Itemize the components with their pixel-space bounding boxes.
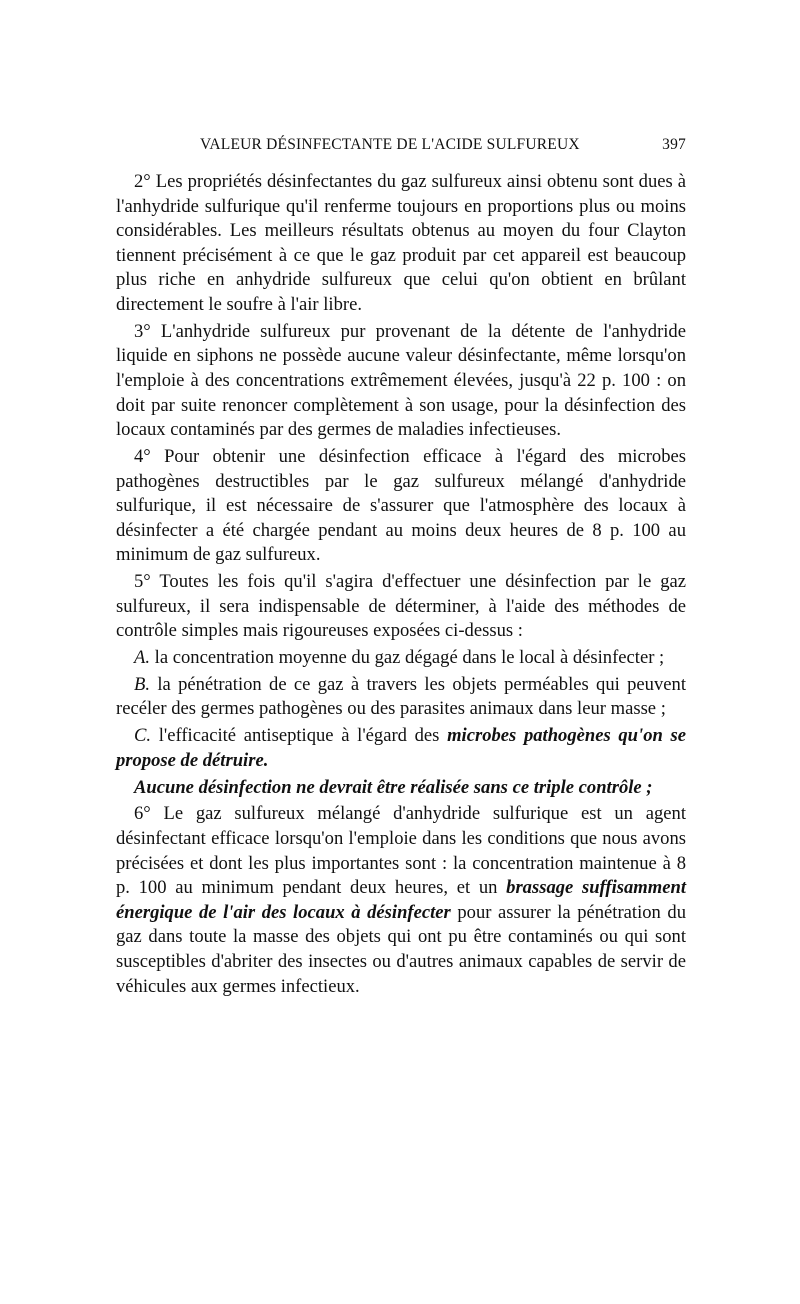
item-b-text: la pénétration de ce gaz à travers les objets perméables qui peuvent recéler des germes pathogènes ou des parasites animaux dans leur masse ; <box>116 673 686 720</box>
item-a-text: la concentration moyenne du gaz dégagé dans le local à désinfecter ; <box>150 647 665 669</box>
page-number: 397 <box>662 136 686 153</box>
page-body <box>116 170 686 1001</box>
paragraph-6 <box>116 802 686 999</box>
paragraph-6-start: 6° Le gaz sulfureux mélangé d'anhydride sulfurique est un agent désinfectant efficace lorsqu'on l'emploie dans les conditions que nous avons précisées et dont les plus importantes sont : la concentration maintenue à 8 p. 100 au minimum pendant deux heures, et un <box>116 803 686 899</box>
item-b-label: B. <box>134 673 151 695</box>
item-b <box>116 673 686 722</box>
running-title: VALEUR DÉSINFECTANTE DE L'ACIDE SULFUREUX <box>200 136 580 153</box>
paragraph-4: 4° Pour obtenir une désinfection efficace à l'égard des microbes pathogènes destructibles par le gaz sulfureux mélangé d'anhydride sulfurique, il est nécessaire de s'assurer que l'atmosphère des locaux à désinfecter a été chargée pendant au moins deux heures de 8 p. 100 au minimum de gaz sulfureux. <box>116 445 686 566</box>
paragraph-6-end: pour assurer la pénétration du gaz dans toute la masse des objets qui ont pu être contaminés ou qui sont susceptibles d'abriter des insectes ou d'autres animaux capables de servir de véhicules aux germes infectieux. <box>116 901 686 997</box>
paragraph-3: 3° L'anhydride sulfureux pur provenant de la détente de l'anhydride liquide en siphons ne possède aucune valeur désinfectante, même lorsqu'on l'emploie à des concentrations extrêmement élevées, jusqu'à 22 p. 100 : on doit par suite renoncer complètement à son usage, pour la désinfection des locaux contaminés par des germes de maladies infectieuses. <box>116 320 686 441</box>
triple-control-statement: Aucune désinfection ne devrait être réalisée sans ce triple contrôle ; <box>134 776 653 798</box>
item-c-text: l'efficacité antiseptique à l'égard des <box>151 725 448 747</box>
item-c <box>116 724 686 773</box>
item-a-label: A. <box>134 647 151 669</box>
item-c-label: C. <box>134 725 152 747</box>
item-a <box>116 646 686 671</box>
paragraph-5: 5° Toutes les fois qu'il s'agira d'effectuer une désinfection par le gaz sulfureux, il sera indispensable de déterminer, à l'aide des méthodes de contrôle simples mais rigoureuses exposées ci-dessus : <box>116 571 686 642</box>
paragraph-2: 2° Les propriétés désinfectantes du gaz sulfureux ainsi obtenu sont dues à l'anhydride sulfurique qu'il renferme toujours en proportions plus ou moins considérables. Les meilleurs résultats obtenus au moyen du four Clayton tiennent précisément à ce que le gaz produit par cet appareil est beaucoup plus riche en anhydride sulfureux que celui qu'on obtient en brûlant directement le soufre à l'air libre. <box>116 171 686 315</box>
item-c-emphasis: microbes pathogènes qu'on se propose de détruire. <box>116 725 686 771</box>
paragraph-6-emphasis: brassage suffisamment énergique de l'air des locaux à désinfecter <box>116 877 686 923</box>
